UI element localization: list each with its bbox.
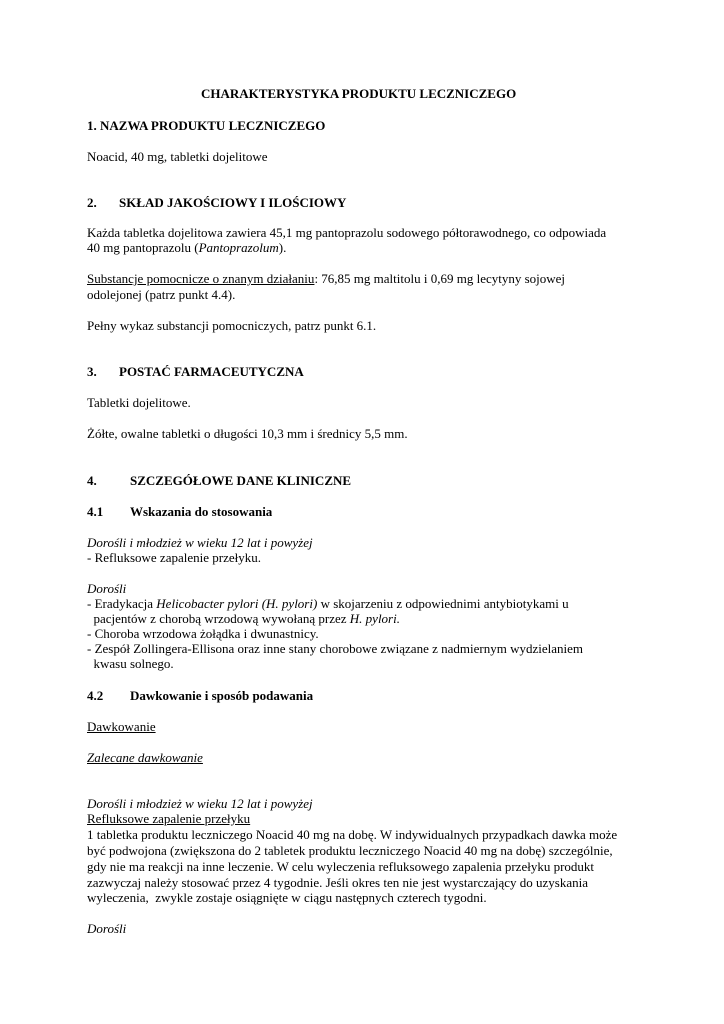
section-3-heading: POSTAĆ FARMACEUTYCZNA (119, 364, 304, 379)
dosage-paragraph-line: 1 tabletka produktu leczniczego Noacid 40 mg na dobę. W indywidualnych przypadkach dawka może (87, 827, 618, 842)
excipients-line-1 (87, 271, 565, 287)
indication-item: - Choroba wrzodowa żołądka i dwunastnicy. (87, 626, 319, 641)
section-2-number: 2. (87, 195, 97, 210)
form-text: Tabletki dojelitowe. (87, 395, 191, 410)
section-4-heading: SZCZEGÓŁOWE DANE KLINICZNE (130, 473, 352, 488)
composition-text: 40 mg pantoprazolu ( (87, 240, 199, 255)
section-4-2-number: 4.2 (87, 688, 104, 703)
section-4-1-heading: Wskazania do stosowania (130, 504, 273, 519)
composition-text-end: ). (278, 240, 287, 255)
section-1-heading: 1. NAZWA PRODUKTU LECZNICZEGO (87, 118, 326, 133)
excipients-text: : 76,85 mg maltitolu i 0,69 mg lecytyny sojowej (314, 271, 566, 286)
indication-text: pacjentów z chorobą wrzodową wywołaną przez (87, 611, 350, 626)
section-3-number: 3. (87, 364, 97, 379)
dosage-paragraph-line: zazwyczaj należy stosować przez 4 tygodnie. Jeśli okres ten nie jest wystarczający do uzyskania (87, 875, 589, 890)
indication-item: - Refluksowe zapalenie przełyku. (87, 550, 261, 565)
dosage-subheading: Dawkowanie (87, 719, 156, 734)
recommended-dosage-subheading: Zalecane dawkowanie (87, 750, 203, 765)
indication-item-continued: kwasu solnego. (87, 656, 174, 671)
product-name: Noacid, 40 mg, tabletki dojelitowe (87, 149, 268, 164)
latin-name: Pantoprazolum (198, 240, 279, 255)
indication-item (87, 596, 569, 612)
excipients-label: Substancje pomocnicze o znanym działaniu (87, 271, 315, 286)
section-4-2-heading: Dawkowanie i sposób podawania (130, 688, 314, 703)
group-adults-title: Dorośli (87, 921, 127, 936)
dosage-paragraph-line: wyleczenia, zwykle zostaje osiągnięte w ciągu następnych czterech tygodni. (87, 890, 487, 905)
tablet-description: Żółte, owalne tabletki o długości 10,3 mm i średnicy 5,5 mm. (87, 426, 408, 441)
indication-text: w skojarzeniu z odpowiednimi antybiotykami u (317, 596, 569, 611)
group-adults-youth-title: Dorośli i młodzież w wieku 12 lat i powyżej (87, 796, 313, 811)
bacteria-name: Helicobacter pylori (H. pylori) (156, 596, 318, 611)
section-4-1-number: 4.1 (87, 504, 104, 519)
composition-line-1: Każda tabletka dojelitowa zawiera 45,1 mg pantoprazolu sodowego półtorawodnego, co odpowiada (87, 225, 607, 240)
indication-text: - Eradykacja (87, 596, 157, 611)
group-adults-youth-title: Dorośli i młodzież w wieku 12 lat i powyżej (87, 535, 313, 550)
group-adults-title: Dorośli (87, 581, 127, 596)
excipients-list-ref: Pełny wykaz substancji pomocniczych, patrz punkt 6.1. (87, 318, 377, 333)
reflux-subheading: Refluksowe zapalenie przełyku (87, 811, 251, 826)
dosage-paragraph-line: gdy nie ma reakcji na inne leczenie. W celu wyleczenia refluksowego zapalenia przełyku produkt (87, 859, 595, 874)
section-2-heading: SKŁAD JAKOŚCIOWY I ILOŚCIOWY (119, 195, 347, 210)
document-title: CHARAKTERYSTYKA PRODUKTU LECZNICZEGO (201, 86, 517, 101)
indication-item: - Zespół Zollingera-Ellisona oraz inne stany chorobowe związane z nadmiernym wydzielaniem (87, 641, 583, 656)
dosage-paragraph-line: być podwojona (zwiększona do 2 tabletek produktu leczniczego Noacid 40 mg na dobę) szczególnie, (87, 843, 613, 858)
excipients-line-2: odolejonej (patrz punkt 4.4). (87, 287, 236, 302)
bacteria-abbrev: H. pylori. (349, 611, 400, 626)
indication-item-continued (87, 611, 400, 627)
section-4-number: 4. (87, 473, 97, 488)
composition-line-2 (87, 240, 286, 256)
